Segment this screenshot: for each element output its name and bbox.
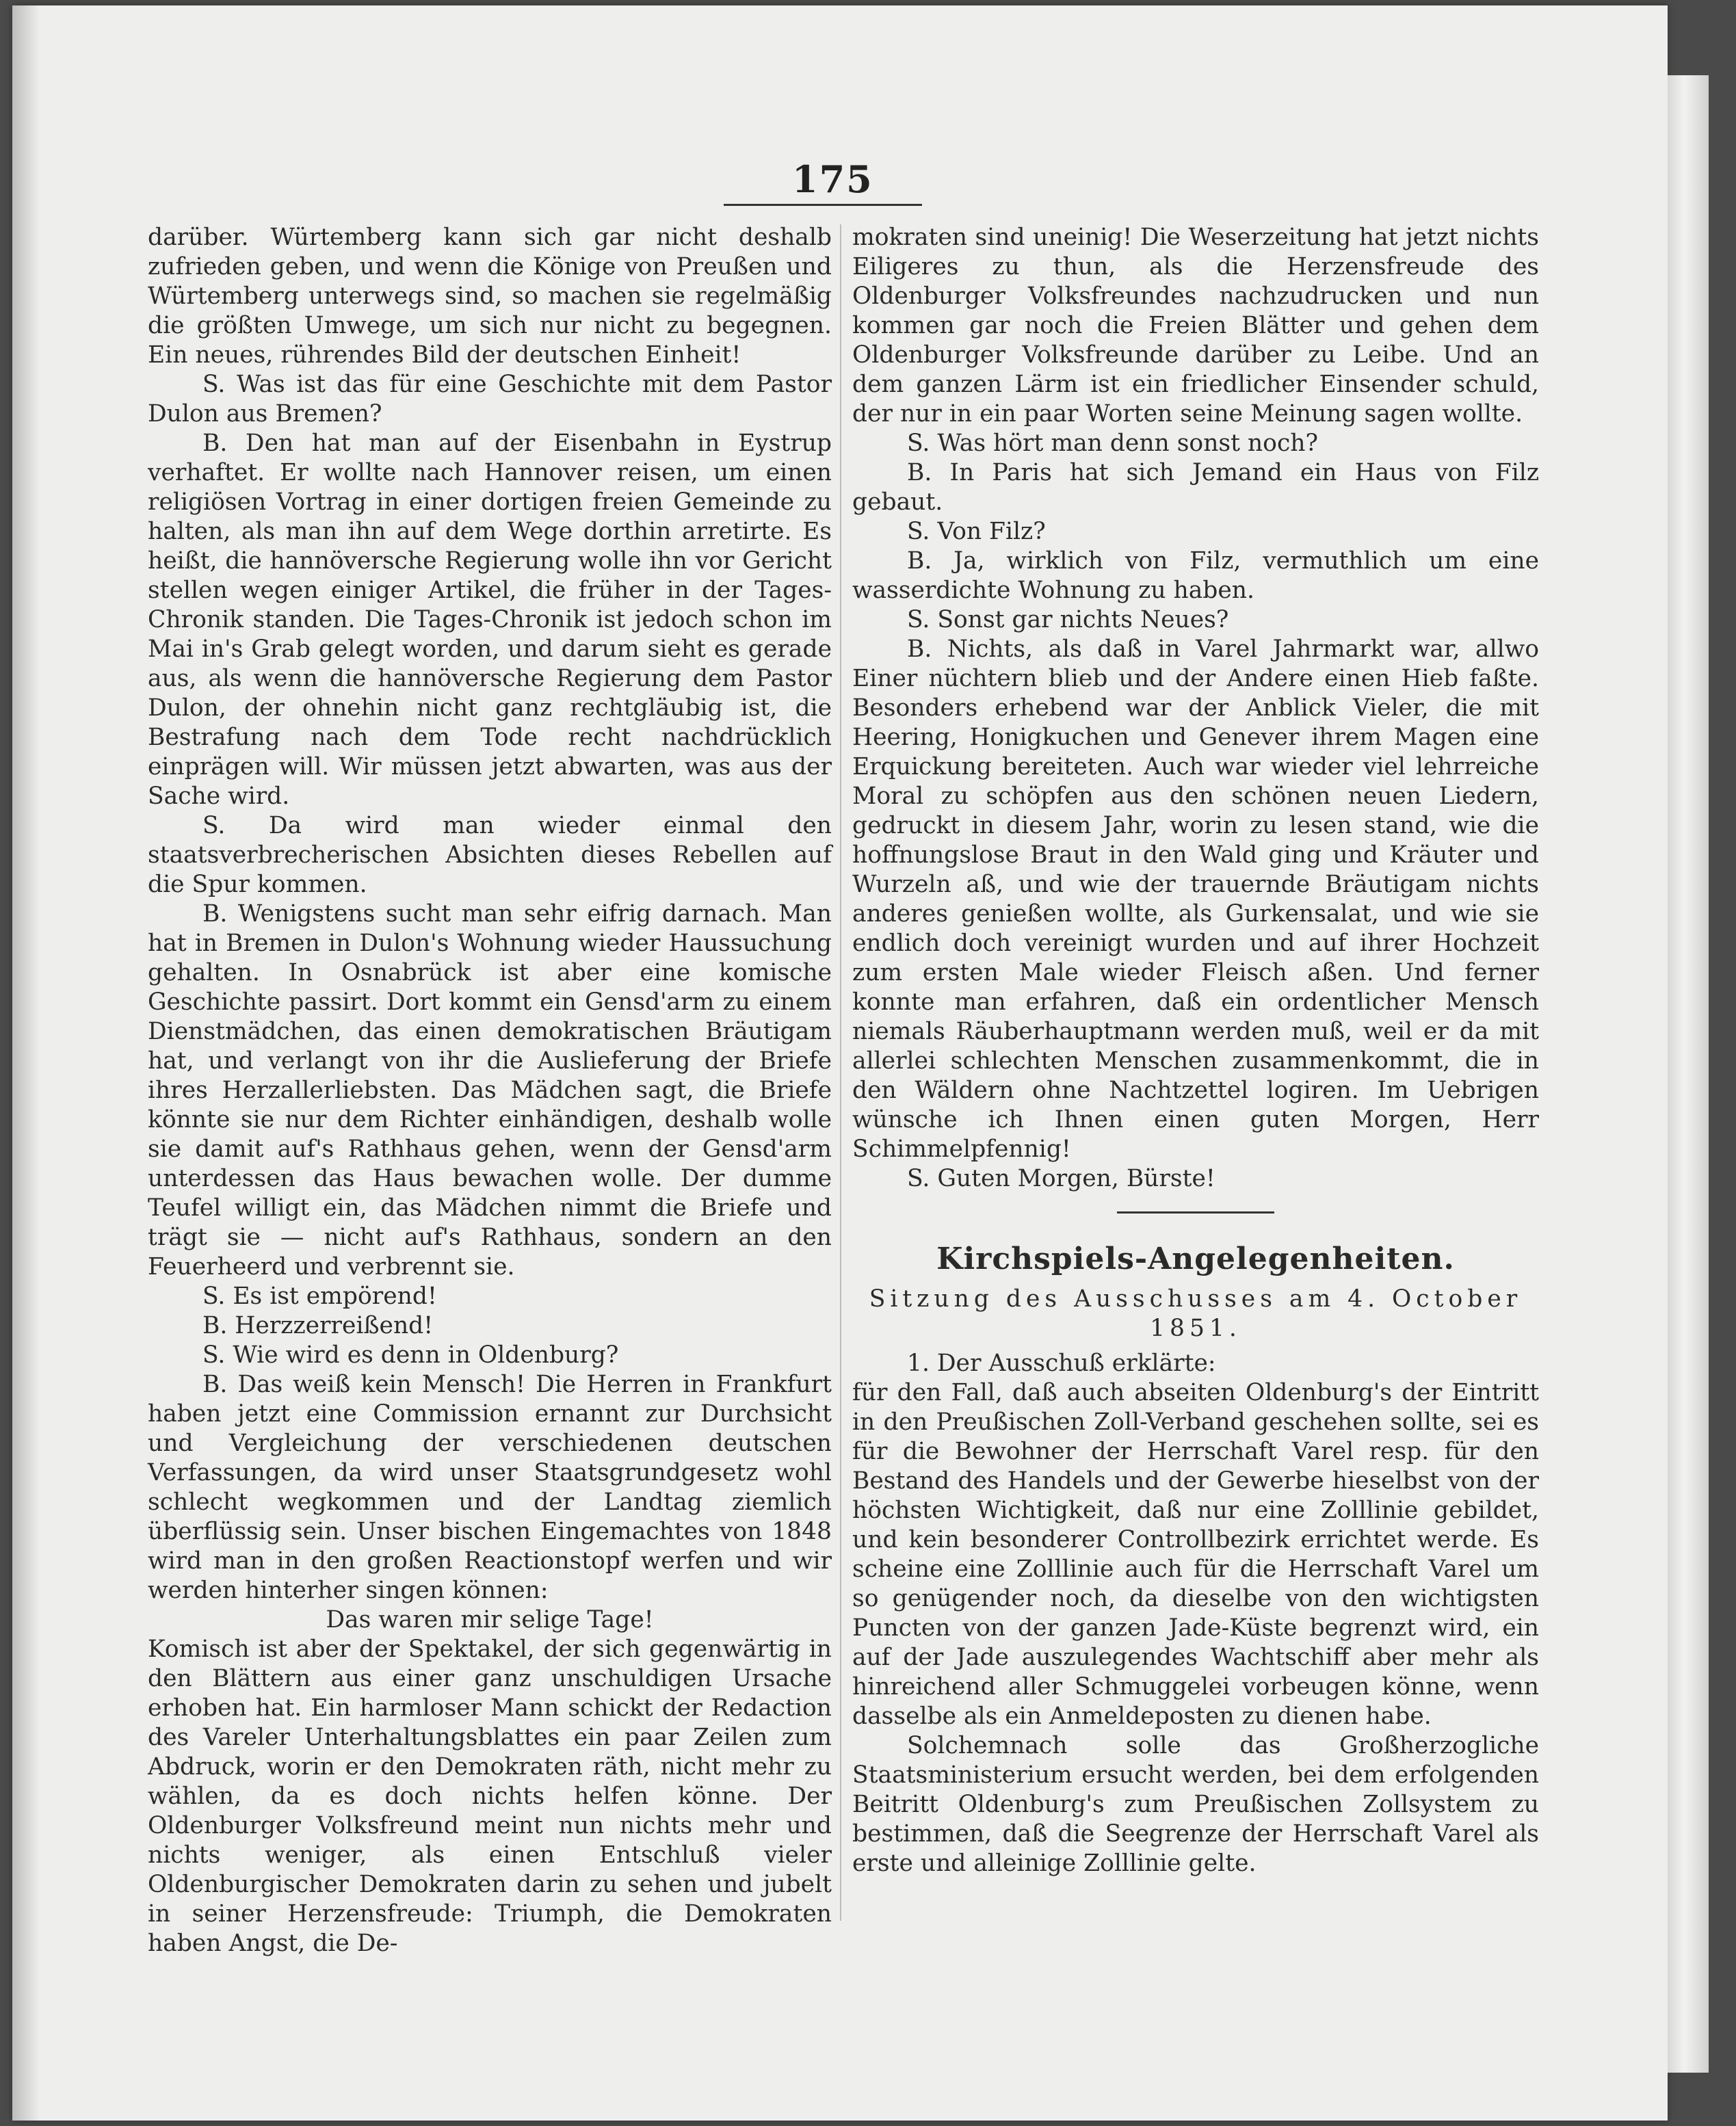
dialogue-line: S. Da wird man wieder einmal den staatsverbrecherischen Absichten dieses Rebellen auf die Spur kommen.: [148, 812, 832, 898]
newspaper-page: [12, 5, 1668, 2121]
dialogue-line: S. Sonst gar nichts Neues?: [907, 606, 1229, 633]
paragraph: darüber. Würtemberg kann sich gar nicht deshalb zufrieden geben, und wenn die Könige von Preußen und Würtemberg unterwegs sind, so machen sie regelmäßig die größten Umwege, um sich nur nicht zu begegnen. Ein neues, rührendes Bild der deutschen Einheit!: [148, 224, 832, 369]
section-heading: Kirchspiels-Angelegenheiten.: [936, 1242, 1455, 1276]
right-column: [852, 223, 1539, 1878]
dialogue-line: S. Guten Morgen, Bürste!: [907, 1165, 1215, 1192]
dialogue-line: B. In Paris hat sich Jemand ein Haus von Filz gebaut.: [852, 459, 1539, 516]
dialogue-line: B. Den hat man auf der Eisenbahn in Eystrup verhaftet. Er wollte nach Hannover reisen, um einen religiösen Vortrag in einer dortigen freien Gemeinde zu halten, als man ihn auf dem Wege dorthin arretirte. Es heißt, die hannöversche Regierung wolle ihn vor Gericht stellen wegen einiger Artikel, die früher in der Tages-Chronik standen. Die Tages-Chronik ist jedoch schon im Mai in's Grab gelegt worden, und darum sieht es gerade aus, als wenn die hannöversche Regierung dem Pastor Dulon, der ohnehin nicht ganz rechtgläubig ist, die Bestrafung nach dem Tode recht nachdrücklich einprägen will. Wir müssen jetzt abwarten, was aus der Sache wird.: [148, 430, 832, 810]
dialogue-line: B. Ja, wirklich von Filz, vermuthlich um eine wasserdichte Wohnung zu haben.: [852, 547, 1539, 604]
dialogue-line: B. Wenigstens sucht man sehr eifrig darnach. Man hat in Bremen in Dulon's Wohnung wieder Haussuchung gehalten. In Osnabrück ist aber eine komische Geschichte passirt. Dort kommt ein Gensd'arm zu einem Dienstmädchen, das einen demokratischen Bräutigam hat, und verlangt von ihr die Auslieferung der Briefe ihres Herzallerliebsten. Das Mädchen sagt, die Briefe könnte sie nur dem Richter einhändigen, deshalb wolle sie damit auf's Rathhaus gehen, wenn der Gensd'arm unterdessen das Haus bewachen wolle. Der dumme Teufel willigt ein, das Mädchen nimmt die Briefe und trägt sie — nicht auf's Rathhaus, sondern an den Feuerheerd und verbrennt sie.: [148, 900, 832, 1281]
item-intro: 1. Der Ausschuß erklärte:: [907, 1350, 1216, 1377]
dialogue-line: S. Von Filz?: [907, 518, 1046, 545]
dialogue-line: S. Wie wird es denn in Oldenburg?: [202, 1341, 619, 1369]
page-number: 175: [792, 157, 873, 201]
column-divider: [840, 224, 841, 1921]
dialogue-line: B. Das weiß kein Mensch! Die Herren in Frankfurt haben jetzt eine Commission ernannt zur Durchsicht und Vergleichung der verschiedenen deutschen Verfassungen, da wird unser Staatsgrundgesetz wohl schlecht wegkommen und der Landtag ziemlich überflüssig sein. Unser bischen Eingemachtes von 1848 wird man in den großen Reactionstopf werfen und wir werden hinterher singen können:: [148, 1371, 832, 1604]
dialogue-line: B. Herzzerreißend!: [202, 1312, 434, 1339]
paragraph: mokraten sind uneinig! Die Weserzeitung hat jetzt nichts Eiligeres zu thun, als die Herzensfreude des Oldenburger Volksfreundes nachzudrucken und nun kommen gar noch die Freien Blätter und gehen dem Oldenburger Volksfreunde darüber zu Leibe. Und an dem ganzen Lärm ist ein friedlicher Einsender schuld, der nur in ein paar Worten seine Meinung sagen wollte.: [852, 224, 1539, 428]
paragraph: Komisch ist aber der Spektakel, der sich gegenwärtig in den Blättern aus einer ganz unschuldigen Ursache erhoben hat. Ein harmloser Mann schickt der Redaction des Vareler Unterhaltungsblattes ein paar Zeilen zum Abdruck, worin er den Demokraten räth, nicht mehr zu wählen, da es doch nichts helfen könne. Der Oldenburger Volksfreund meint nun nichts mehr und nichts weniger, als einen Entschluß vieler Oldenburgischer Demokraten darin zu sehen und jubelt in seiner Herzensfreude: Triumph, die Demokraten haben Angst, die De-: [148, 1636, 832, 1957]
dialogue-line: S. Was ist das für eine Geschichte mit dem Pastor Dulon aus Bremen?: [148, 371, 832, 428]
left-column: [148, 223, 832, 1958]
paragraph: für den Fall, daß auch abseiten Oldenburg's der Eintritt in den Preußischen Zoll-Verband geschehen sollte, sei es für die Bewohner der Herrschaft Varel resp. für den Bestand des Handels und der Gewerbe hieselbst von der höchsten Wichtigkeit, daß nur eine Zolllinie gebildet, und kein besonderer Controllbezirk errichtet werde. Es scheine eine Zolllinie auch für die Herrschaft Varel um so genügender noch, da dieselbe von den wichtigsten Puncten von der ganzen Jade-Küste begrenzt wird, ein auf der Jade auszulegendes Wachtschiff aber mehr als hinreichend aller Schmuggelei vorbeugen könne, wenn dasselbe als ein Anmeldeposten zu dienen habe.: [852, 1379, 1539, 1730]
page-stack-edge: [1668, 75, 1709, 2073]
session-title: Sitzung des Ausschusses am 4. October 1851.: [869, 1285, 1523, 1342]
song-quote: Das waren mir selige Tage!: [326, 1606, 654, 1633]
dialogue-line: B. Nichts, als daß in Varel Jahrmarkt war, allwo Einer nüchtern blieb und der Andere einen Hieb faßte. Besonders erhebend war der Anblick Vieler, die mit Heering, Honigkuchen und Genever ihrem Magen eine Erquickung bereiteten. Auch war wieder viel lehrreiche Moral zu schöpfen aus den schönen neuen Liedern, gedruckt in diesem Jahr, worin zu lesen stand, wie die hoffnungslose Braut in den Wald ging und Kräuter und Wurzeln aß, und wie der trauernde Bräutigam nichts anderes genießen wollte, als Gurkensalat, und wie sie endlich doch vereinigt wurden und auf ihrer Hochzeit zum ersten Male wieder Fleisch aßen. Und ferner konnte man erfahren, daß ein ordentlicher Mensch niemals Räuberhauptmann werden muß, weil er da mit allerlei schlechten Menschen zusammenkommt, die in den Wäldern ohne Nachtzettel logiren. Im Uebrigen wünsche ich Ihnen einen guten Morgen, Herr Schimmelpfennig!: [852, 635, 1539, 1163]
paragraph: Solchemnach solle das Großherzogliche Staatsministerium ersucht werden, bei dem erfolgenden Beitritt Oldenburg's zum Preußischen Zollsystem zu bestimmen, daß die Seegrenze der Herrschaft Varel als erste und alleinige Zolllinie gelte.: [852, 1732, 1539, 1877]
gutter-shadow: [12, 5, 40, 2121]
dialogue-line: S. Was hört man denn sonst noch?: [907, 430, 1318, 457]
section-rule: [1117, 1211, 1274, 1213]
page-number-rule: [724, 204, 922, 206]
dialogue-line: S. Es ist empörend!: [202, 1283, 437, 1310]
